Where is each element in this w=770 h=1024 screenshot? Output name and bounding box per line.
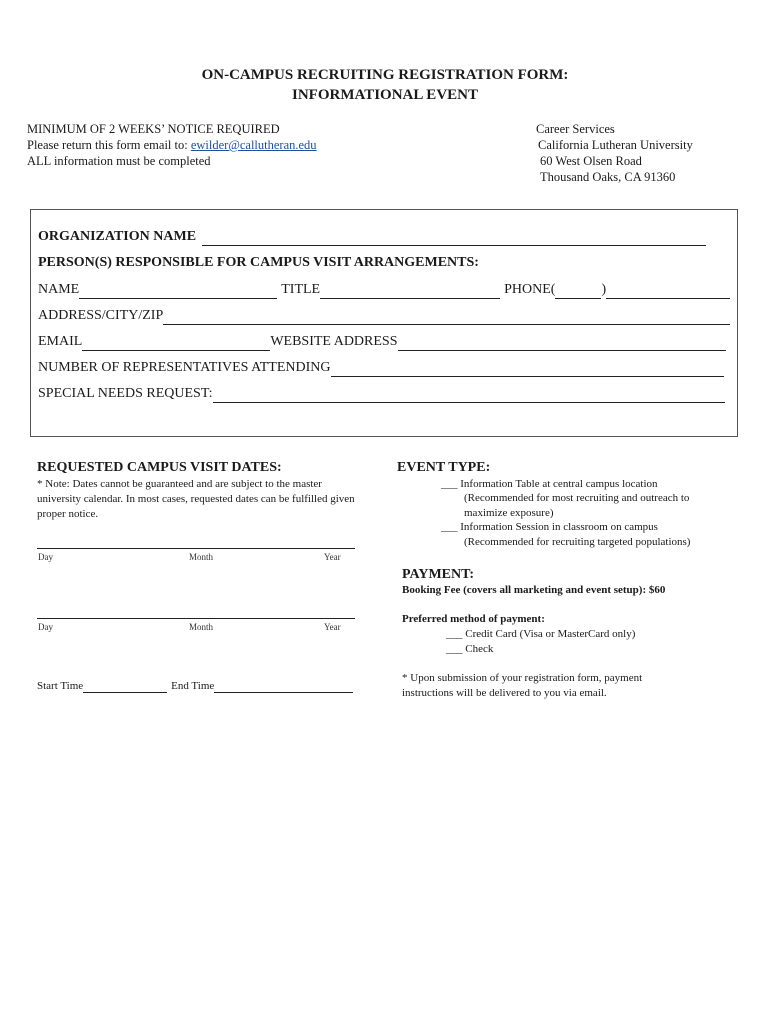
notice-return [27,137,317,153]
event-option2-label: Information Session in classroom on campus [460,521,658,533]
phone-area-code-field[interactable] [555,285,601,299]
title-label: TITLE [281,282,321,297]
payment-credit-blank[interactable]: ___ [446,628,463,640]
date2-day-label: Day [38,622,53,632]
event-option2-blank[interactable]: ___ [441,521,458,533]
address-field[interactable] [163,311,730,325]
address-row [38,307,730,325]
time-row [37,679,353,693]
date2-line[interactable] [37,618,355,619]
email-row [38,333,726,351]
payment-method-label: Preferred method of payment: [402,613,545,625]
event-option1-note: (Recommended for most recruiting and outreach to maximize exposure) [464,492,690,519]
special-needs-row [38,385,725,403]
address-line4: Thousand Oaks, CA 91360 [540,170,676,184]
event-type-heading: EVENT TYPE: [397,460,491,475]
reps-field[interactable] [331,363,724,377]
dates-note: * Note: Dates cannot be guaranteed and are subject to the master university calendar. In most cases, requested dates can be fulfilled given proper notice. [37,478,355,520]
payment-credit-label: Credit Card (Visa or MasterCard only) [465,628,636,640]
reps-row [38,359,724,377]
email-label: EMAIL [38,334,83,349]
event-option2[interactable] [441,520,658,535]
address-label: ADDRESS/CITY/ZIP [38,308,164,323]
payment-check-label: Check [465,643,494,655]
notice-complete: ALL information must be completed [27,154,211,168]
name-row [38,281,730,299]
payment-footnote: * Upon submission of your registration form, payment instructions will be delivered to you via email. [402,672,643,699]
event-option2-note: (Recommended for recruiting targeted populations) [464,536,691,548]
address-line2: California Lutheran University [538,138,693,152]
reps-label: NUMBER OF REPRESENTATIVES ATTENDING [38,360,331,375]
name-label: NAME [38,282,80,297]
date1-month-label: Month [189,552,214,562]
payment-option-check[interactable] [446,642,493,657]
end-time-label: End Time [171,680,215,692]
notice-required: MINIMUM OF 2 WEEKS’ NOTICE REQUIRED [27,122,280,136]
website-field[interactable] [398,337,726,351]
booking-fee: Booking Fee (covers all marketing and event setup): $60 [402,584,666,596]
email-link[interactable]: ewilder@callutheran.edu [190,138,317,152]
payment-option-credit[interactable] [446,627,635,642]
website-label: WEBSITE ADDRESS [270,334,398,349]
org-name-row [38,228,722,246]
notice-return-prefix: Please return this form email to: [27,138,191,152]
name-field[interactable] [79,285,277,299]
title-field[interactable] [320,285,500,299]
event-option1-label: Information Table at central campus location [460,478,658,490]
date1-line[interactable] [37,548,355,549]
payment-check-blank[interactable]: ___ [446,643,463,655]
form-title-line1: ON-CAMPUS RECRUITING REGISTRATION FORM: [201,67,569,83]
date1-year-label: Year [324,552,341,562]
persons-label: PERSON(S) RESPONSIBLE FOR CAMPUS VISIT ARRANGEMENTS: [38,255,479,270]
email-field[interactable] [82,337,270,351]
date1-day-label: Day [38,552,53,562]
phone-number-field[interactable] [606,285,730,299]
end-time-field[interactable] [214,682,353,693]
org-name-field[interactable] [202,232,706,246]
event-option1-blank[interactable]: ___ [441,478,458,490]
special-needs-label: SPECIAL NEEDS REQUEST: [38,386,213,401]
address-line1: Career Services [536,122,615,136]
special-needs-field[interactable] [213,389,725,403]
org-name-label: ORGANIZATION NAME [38,229,197,244]
dates-heading: REQUESTED CAMPUS VISIT DATES: [37,460,282,475]
start-time-label: Start Time [37,680,84,692]
date2-month-label: Month [189,622,214,632]
event-option1[interactable] [441,477,658,492]
phone-label: PHONE( [504,282,556,297]
date2-year-label: Year [324,622,341,632]
address-line3: 60 West Olsen Road [540,154,642,168]
start-time-field[interactable] [83,682,167,693]
payment-heading: PAYMENT: [402,567,475,582]
phone-close-paren: ) [601,282,607,297]
form-title-line2: INFORMATIONAL EVENT [292,87,478,103]
